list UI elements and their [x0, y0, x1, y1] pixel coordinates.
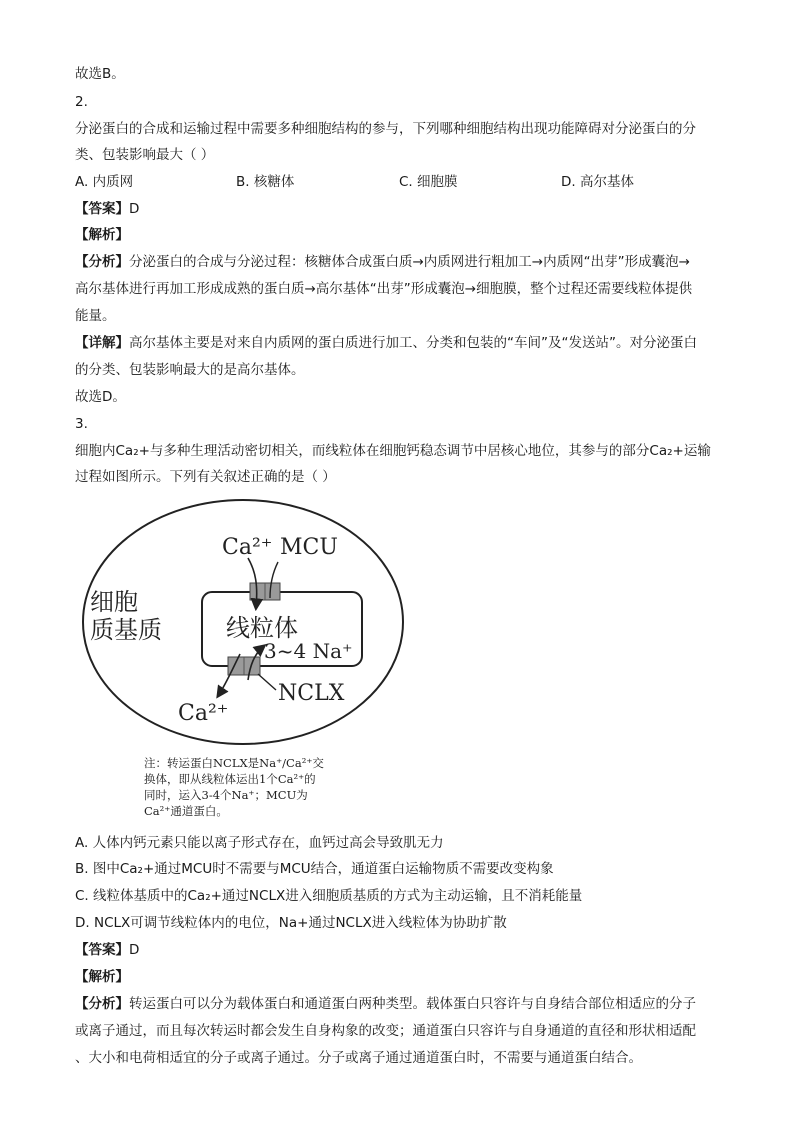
nclx-label: NCLX: [278, 681, 345, 706]
mcu-label: MCU: [280, 535, 338, 560]
q2-stem-line2: 类、包装影响最大（ ）: [75, 147, 215, 163]
q2-xiangjie-tag: 【详解】: [75, 335, 129, 351]
q3-option-d: D. NCLX可调节线粒体内的电位，Na+通过NCLX进入线粒体为协助扩散: [75, 915, 507, 931]
mitochondria-calcium-figure: [80, 494, 410, 754]
q2-analysis-tag: [75, 225, 129, 245]
figure-note-line3: 同时，运入3-4个Na⁺；MCU为: [144, 788, 308, 802]
na-ratio-label: 3~4 Na⁺: [264, 639, 353, 663]
ca-top-label: Ca²⁺: [222, 535, 273, 560]
q2-option-c: C. 细胞膜: [399, 174, 458, 190]
q3-option-c: C. 线粒体基质中的Ca₂+通过NCLX进入细胞质基质的方式为主动运输，且不消耗能量: [75, 888, 583, 904]
q2-fenxi-line1: [75, 252, 690, 272]
q2-xiangjie-line1: [75, 333, 697, 353]
q3-fenxi-tag: 【分析】: [75, 996, 129, 1012]
q3-fenxi-line1: [75, 994, 696, 1014]
q3-fenxi-line3: 、大小和电荷相适宜的分子或离子通过。分子或离子通过通道蛋白时，不需要与通道蛋白结合。: [75, 1050, 642, 1066]
q2-fenxi-tag: 【分析】: [75, 254, 129, 270]
q2-fenxi-text1: 分泌蛋白的合成与分泌过程：核糖体合成蛋白质→内质网进行粗加工→内质网“出芽”形成囊泡→: [129, 254, 690, 270]
q2-xiangjie-line2: 的分类、包装影响最大的是高尔基体。: [75, 362, 305, 378]
q2-option-d: D. 高尔基体: [561, 174, 634, 190]
q2-analysis-label: 【解析】: [75, 227, 129, 243]
figure-note-line1: 注：转运蛋白NCLX是Na⁺/Ca²⁺交: [144, 756, 324, 770]
figure-note-line4: Ca²⁺通道蛋白。: [144, 804, 228, 818]
q3-analysis-tag: [75, 967, 129, 987]
q2-fenxi-line3: 能量。: [75, 308, 116, 324]
q3-answer-tag: 【答案】: [75, 942, 129, 958]
q2-number: 2.: [75, 94, 88, 110]
q3-fenxi-line2: 或离子通过，而且每次转运时都会发生自身构象的改变；通道蛋白只容许与自身通道的直径和形状相适配: [75, 1023, 696, 1039]
figure-note: [144, 755, 344, 819]
cytoplasm-label-line2: 质基质: [90, 616, 162, 644]
mitochondrion-label: 线粒体: [226, 614, 298, 642]
q3-answer: [75, 940, 139, 960]
q3-stem-line1: 细胞内Ca₂+与多种生理活动密切相关，而线粒体在细胞钙稳态调节中居核心地位，其参与的部分Ca₂+运输: [75, 443, 711, 459]
nclx-pointer-line: [258, 674, 276, 690]
q2-option-a: A. 内质网: [75, 174, 134, 190]
q3-stem-line2: 过程如图所示。下列有关叙述正确的是（ ）: [75, 469, 336, 485]
q2-answer-tag: 【答案】: [75, 201, 129, 217]
figure-svg: [80, 494, 410, 754]
q2-conclusion: 故选D。: [75, 389, 126, 405]
q2-xiangjie-text1: 高尔基体主要是对来自内质网的蛋白质进行加工、分类和包装的“车间”及“发送站”。对分泌蛋白: [129, 335, 697, 351]
q3-fenxi-text1: 转运蛋白可以分为载体蛋白和通道蛋白两种类型。载体蛋白只容许与自身结合部位相适应的分子: [129, 996, 696, 1012]
q3-option-b: B. 图中Ca₂+通过MCU时不需要与MCU结合，通道蛋白运输物质不需要改变构象: [75, 861, 554, 877]
q2-stem-line1: 分泌蛋白的合成和运输过程中需要多种细胞结构的参与，下列哪种细胞结构出现功能障碍对分泌蛋白的分: [75, 121, 696, 137]
q2-option-b: B. 核糖体: [236, 174, 295, 190]
q3-option-a: A. 人体内钙元素只能以离子形式存在，血钙过高会导致肌无力: [75, 835, 444, 851]
q3-analysis-label: 【解析】: [75, 969, 129, 985]
q3-number: 3.: [75, 416, 88, 432]
q2-answer-value: D: [129, 201, 140, 217]
q2-fenxi-line2: 高尔基体进行再加工形成成熟的蛋白质→高尔基体“出芽”形成囊泡→细胞膜，整个过程还需要线粒体提供: [75, 281, 693, 297]
ca-bottom-label: Ca²⁺: [178, 701, 229, 726]
cytoplasm-label-line1: 细胞: [90, 588, 138, 616]
q1-conclusion: 故选B。: [75, 66, 125, 82]
figure-note-line2: 换体，即从线粒体运出1个Ca²⁺的: [144, 772, 316, 786]
q2-answer: [75, 199, 139, 219]
q3-answer-value: D: [129, 942, 140, 958]
